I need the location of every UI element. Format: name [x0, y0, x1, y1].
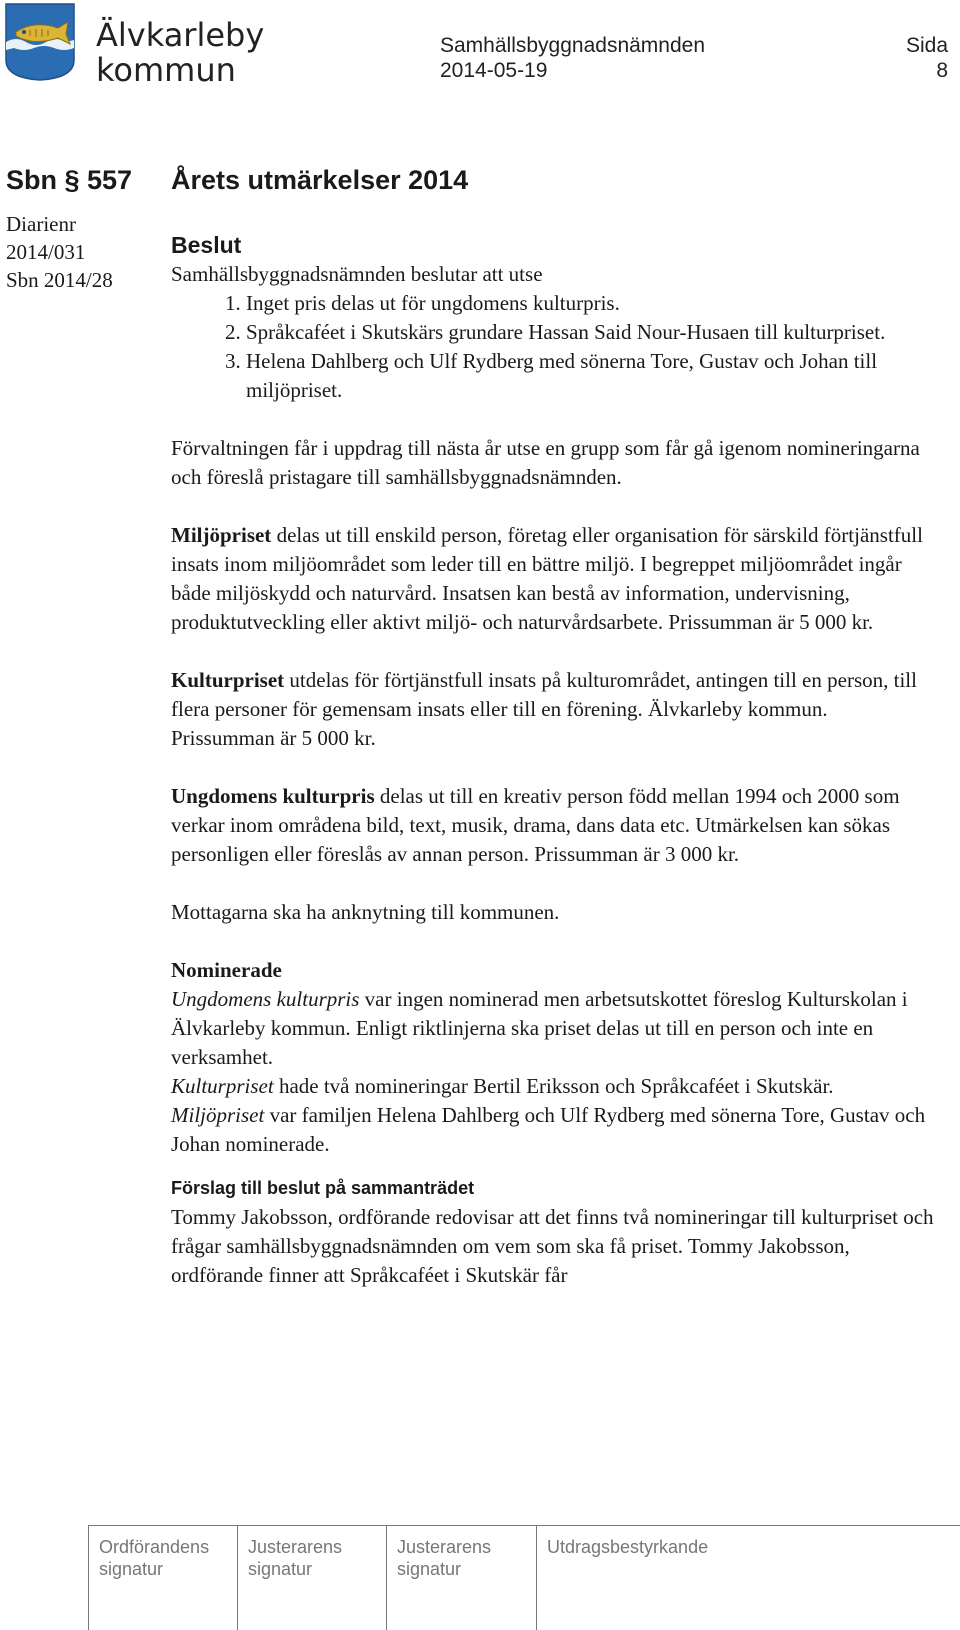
nominerade-heading: Nominerade	[171, 958, 282, 982]
miljopriset-description	[171, 521, 936, 637]
nominerade-ungdom-text: var ingen nominerad men arbetsutskottet föreslog Kulturskolan i Älvkarleby kommun. Enligt riktlinjerna ska priset delas ut till en person och inte en verksamhet.	[171, 987, 908, 1069]
page-number: 8	[936, 59, 948, 82]
committee-name: Samhällsbyggnadsnämnden	[440, 34, 706, 57]
ungdomens-kulturpris-description	[171, 782, 936, 869]
signature-box-adjuster-1	[237, 1526, 386, 1630]
signature-box-extract-line1: Utdragsbestyrkande	[547, 1537, 709, 1557]
decision-item-2: 2. Språkcaféet i Skutskärs grundare Hassan Said Nour-Husaen till kulturpriset.	[246, 318, 936, 347]
beslut-followup: Förvaltningen får i uppdrag till nästa år utse en grupp som får gå igenom nomineringarna och föreslå pristagare till samhällsbyggnadsnämnden.	[171, 436, 920, 489]
forslag-heading: Förslag till beslut på sammanträdet	[171, 1178, 475, 1198]
miljopriset-term: Miljöpriset	[171, 523, 272, 547]
recipients-requirement: Mottagarna ska ha anknytning till kommunen.	[171, 900, 560, 924]
municipality-name-line1: Älvkarleby	[96, 16, 265, 54]
beslut-intro: Samhällsbyggnadsnämnden beslutar att utse	[171, 262, 543, 286]
ungdomens-kulturpris-term: Ungdomens kulturpris	[171, 784, 375, 808]
signature-box-adjuster-2-line1: Justerarens	[397, 1537, 492, 1557]
nominerade-ungdom	[171, 985, 936, 1072]
signature-bar	[88, 1525, 960, 1630]
forslag-text: Tommy Jakobsson, ordförande redovisar att det finns två nomineringar till kulturpriset och frågar samhällsbyggnadsnämnden om vem som ska få priset. Tommy Jakobsson, ordförande finner att Språkcaféet i Skutskär får	[171, 1205, 934, 1287]
diarienr-value-2: Sbn 2014/28	[6, 268, 113, 292]
meeting-date: 2014-05-19	[440, 59, 548, 82]
signature-box-adjuster-2-line2: signatur	[397, 1559, 462, 1579]
kulturpriset-text: utdelas för förtjänstfull insats på kulturområdet, antingen till en person, till flera personer för gemensam insats eller till en förening. Älvkarleby kommun. Prissumman är 5 000 kr.	[171, 668, 917, 750]
signature-box-extract-certification	[536, 1526, 960, 1630]
miljopriset-text: delas ut till enskild person, företag eller organisation för särskild förtjänstfull insats inom miljöområdet som leder till en bättre miljö. I begreppet miljöområdet ingår både miljöskydd och naturvård. Insatsen kan bestå av information, undervisning, produktutveckling eller aktivt miljö- och naturvårdsarbete. Prissumman är 5 000 kr.	[171, 523, 923, 634]
municipality-name-line2: kommun	[96, 51, 236, 89]
diary-numbers	[6, 210, 113, 294]
beslut-heading: Beslut	[171, 232, 242, 258]
signature-box-adjuster-1-line2: signatur	[248, 1559, 313, 1579]
paragraph-title: Årets utmärkelser 2014	[171, 165, 469, 195]
diarienr-label: Diarienr	[6, 212, 76, 236]
decision-item-1: 1. Inget pris delas ut för ungdomens kulturpris.	[246, 289, 936, 318]
kulturpriset-description	[171, 666, 936, 753]
nominerade-miljo	[171, 1101, 936, 1159]
nominerade-kultur-term: Kulturpriset	[171, 1074, 274, 1098]
nominerade-kultur-text: hade två nomineringar Bertil Eriksson och Språkcaféet i Skutskär.	[273, 1074, 834, 1098]
page-label: Sida	[905, 34, 948, 57]
nominerade-miljo-text: var familjen Helena Dahlberg och Ulf Rydberg med sönerna Tore, Gustav och Johan nominerade.	[171, 1103, 926, 1156]
ungdomens-kulturpris-text: delas ut till en kreativ person född mellan 1994 och 2000 som verkar inom områdena bild, text, musik, drama, dans data etc. Utmärkelsen kan sökas personligen eller föreslås av annan person. Prissumman är 3 000 kr.	[171, 784, 900, 866]
nominerade-kultur	[171, 1072, 936, 1101]
signature-box-adjuster-2	[386, 1526, 536, 1630]
coat-of-arms-icon	[4, 2, 76, 82]
kulturpriset-term: Kulturpriset	[171, 668, 285, 692]
municipality-name	[96, 18, 264, 88]
signature-box-adjuster-1-line1: Justerarens	[248, 1537, 343, 1557]
decision-list	[171, 289, 936, 405]
document-body	[171, 230, 936, 1290]
signature-box-chair-line1: Ordförandens	[99, 1537, 210, 1557]
diarienr-value-1: 2014/031	[6, 240, 86, 264]
signature-box-chair	[88, 1526, 237, 1630]
decision-item-3: 3. Helena Dahlberg och Ulf Rydberg med sönerna Tore, Gustav och Johan till miljöpriset.	[246, 347, 936, 405]
nominerade-miljo-term: Miljöpriset	[171, 1103, 265, 1127]
nominerade-ungdom-term: Ungdomens kulturpris	[171, 987, 360, 1011]
municipality-coat-of-arms-logo	[4, 2, 76, 82]
paragraph-id: Sbn § 557	[6, 165, 133, 195]
signature-box-chair-line2: signatur	[99, 1559, 164, 1579]
